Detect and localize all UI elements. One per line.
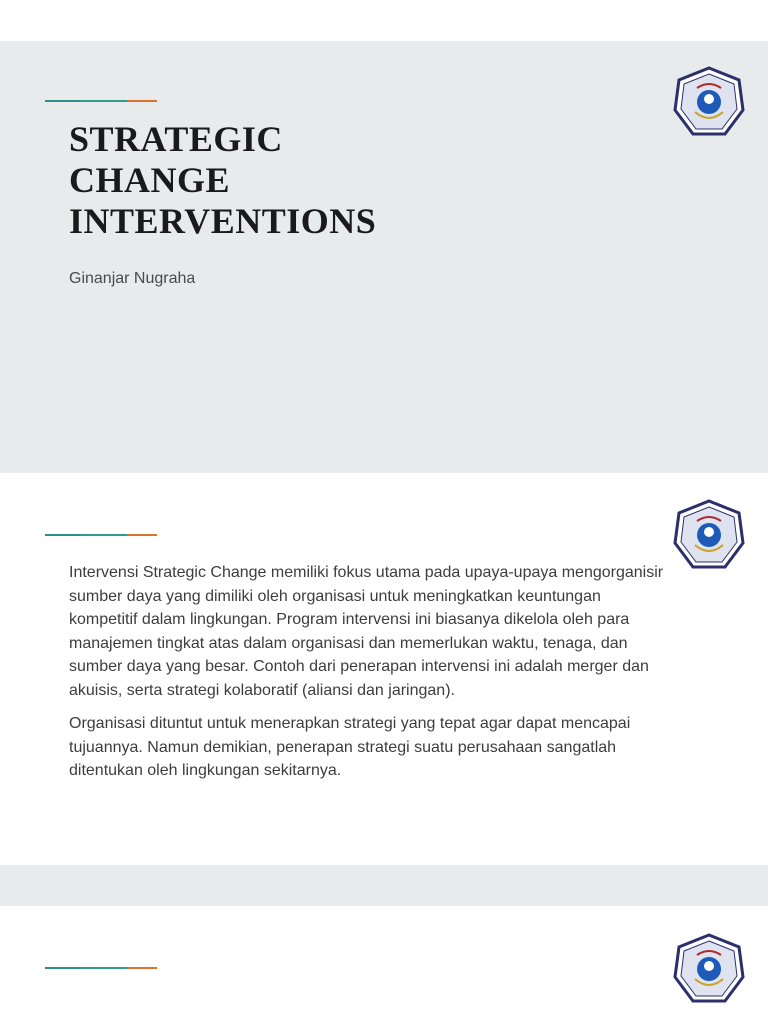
author-name: Ginanjar Nugraha [69, 270, 196, 287]
title-line: CHANGE [69, 160, 231, 200]
slide-title [69, 119, 376, 242]
title-line: INTERVENTIONS [69, 201, 377, 241]
accent-line [45, 100, 157, 102]
accent-line [45, 967, 157, 969]
institution-logo [673, 933, 745, 1005]
slide-separator [0, 865, 768, 906]
paragraph: Intervensi Strategic Change memiliki fokus utama pada upaya-upaya mengorganisir sumber daya yang dimiliki oleh organisasi untuk meningkatkan keuntungan kompetitif dalam lingkungan. Program intervensi ini biasanya dikelola oleh para manajemen tingkat atas dalam organisasi dan memerlukan waktu, tenaga, dan sumber daya yang besar. Contoh dari penerapan intervensi ini adalah merger dan akuisis, serta strategi kolaboratif (aliansi dan jaringan). [69, 564, 664, 699]
body-text [69, 561, 689, 793]
accent-line [45, 534, 157, 536]
paragraph: Organisasi dituntut untuk menerapkan strategi yang tepat agar dapat mencapai tujuannya. Namun demikian, penerapan strategi suatu perusahaan sangatlah ditentukan oleh lingkungan sekitarnya. [69, 715, 631, 779]
title-line: STRATEGIC [69, 119, 283, 159]
next-slide [0, 906, 768, 1024]
content-slide [0, 473, 768, 865]
institution-logo [673, 66, 745, 138]
title-slide [0, 41, 768, 473]
